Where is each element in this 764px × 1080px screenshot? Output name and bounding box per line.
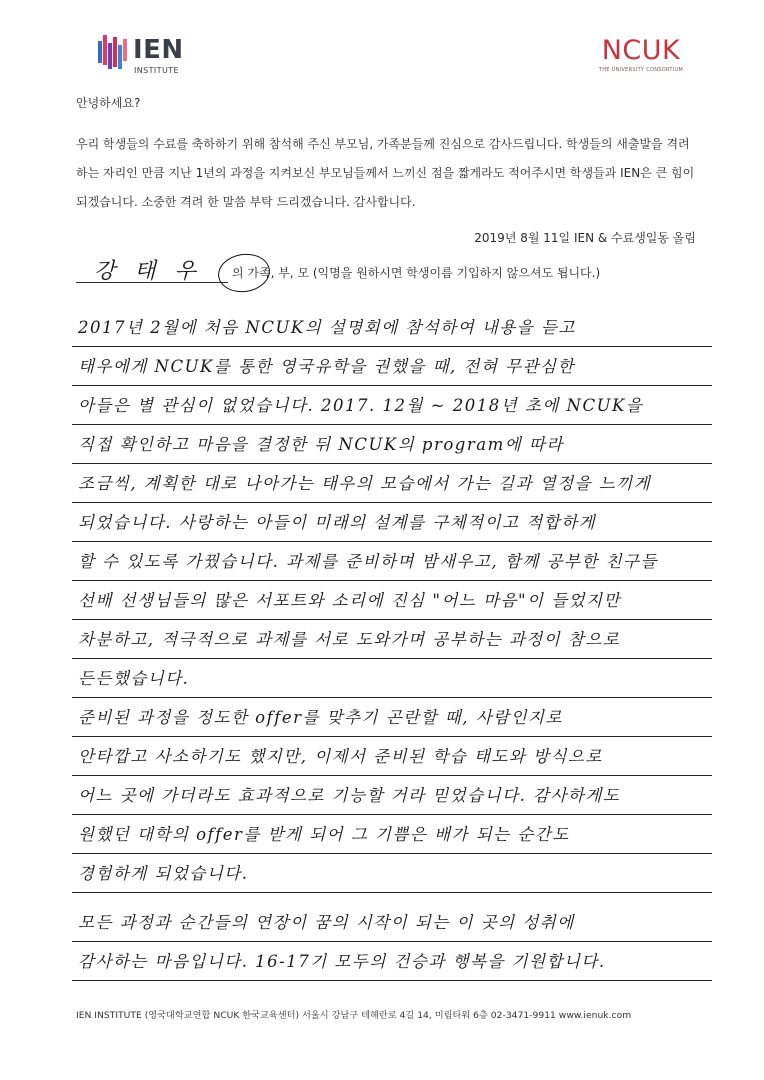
handwritten-line: 아들은 별 관심이 없었습니다. 2017. 12월 ~ 2018년 초에 NCUK을 — [72, 386, 712, 425]
footer-contact: IEN INSTITUTE (영국대학교연합 NCUK 한국교육센터) 서울시 강남구 테헤란로 4길 14, 미림타워 6층 02-3471-9911 www.ienuk.com — [76, 1010, 632, 1021]
letter-body: 우리 학생들의 수료를 축하하기 위해 참석해 주신 부모님, 가족분들께 진심으로 감사드립니다. 학생들의 새출발을 격려하는 자리인 만큼 지난 1년의 과정을 지켜보신 부모님들께서 느끼신 점을 짧게라도 적어주시면 학생들과 IEN은 큰 힘이 되겠습니다. 소중한 격려 한 말씀 부탁 드리겠습니다. 감사합니다. — [76, 137, 695, 209]
ien-logo — [96, 33, 206, 83]
handwritten-line: 되었습니다. 사랑하는 아들이 미래의 설계를 구체적이고 적합하게 — [72, 503, 712, 542]
handwritten-line: 차분하고, 적극적으로 과제를 서로 도와가며 공부하는 과정이 참으로 — [72, 620, 712, 659]
letter-signoff: 2019년 8월 11일 IEN & 수료생일동 올림 — [474, 231, 696, 245]
ncuk-logo-subtitle: THE UNIVERSITY CONSORTIUM — [598, 67, 684, 73]
handwritten-line: 원했던 대학의 offer를 받게 되어 그 기쁨은 배가 되는 순간도 — [72, 815, 712, 854]
relation-text: 의 가족, 부, 모 (익명을 원하시면 학생이름 기입하지 않으셔도 됩니다.) — [232, 266, 601, 280]
handwritten-line: 태우에게 NCUK를 통한 영국유학을 권했을 때, 전혀 무관심한 — [72, 347, 712, 386]
handwritten-line: 어느 곳에 가더라도 효과적으로 기능할 거라 믿었습니다. 감사하게도 — [72, 776, 712, 815]
handwritten-line: 안타깝고 사소하기도 했지만, 이제서 준비된 학습 태도와 방식으로 — [72, 737, 712, 776]
ncuk-logo — [586, 36, 696, 80]
handwritten-line: 2017년 2월에 처음 NCUK의 설명회에 참석하여 내용을 듣고 — [72, 308, 712, 347]
handwritten-line: 직접 확인하고 마음을 결정한 뒤 NCUK의 program에 따라 — [72, 425, 712, 464]
ien-logo-mark-icon — [96, 33, 130, 73]
handwritten-line: 할 수 있도록 가꿨습니다. 과제를 준비하며 밤새우고, 함께 공부한 친구들 — [72, 542, 712, 581]
letter-greeting: 안녕하세요? — [76, 96, 141, 110]
ncuk-logo-text: NCUK — [601, 35, 681, 66]
relation-row — [76, 254, 716, 290]
handwritten-line: 준비된 과정을 정도한 offer를 맞추기 곤란할 때, 사람인지로 — [72, 698, 712, 737]
relation-circle-mark — [216, 251, 273, 296]
handwritten-line: 모든 과정과 순간들의 연장이 꿈의 시작이 되는 이 곳의 성취에 — [72, 903, 712, 942]
handwritten-message — [72, 308, 712, 981]
handwritten-line: 선배 선생님들의 많은 서포트와 소리에 진심 "어느 마음"이 들었지만 — [72, 581, 712, 620]
student-name-handwritten: 강 태 우 — [94, 259, 202, 284]
ien-logo-subtitle: INSTITUTE — [134, 66, 179, 75]
handwritten-line: 경험하게 되었습니다. — [72, 854, 712, 893]
ien-logo-text: IEN — [133, 35, 184, 65]
handwritten-line: 감사하는 마음입니다. 16-17기 모두의 건승과 행복을 기원합니다. — [72, 942, 712, 981]
handwritten-line: 조금씩, 계획한 대로 나아가는 태우의 모습에서 가는 길과 열정을 느끼게 — [72, 464, 712, 503]
handwritten-line: 든든했습니다. — [72, 659, 712, 698]
